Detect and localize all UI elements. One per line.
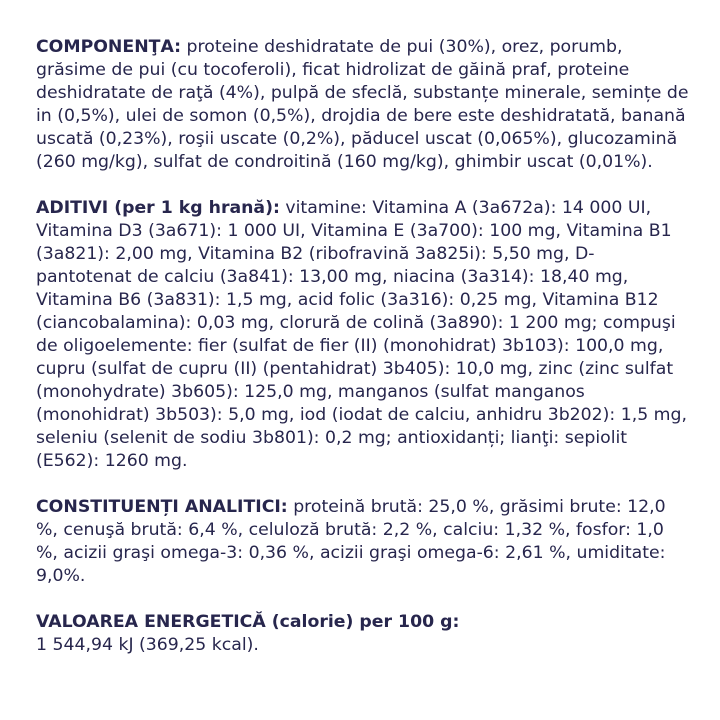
additives-heading: ADITIVI (per 1 kg hrană):	[36, 198, 280, 218]
energy-value-text: 1 544,94 kJ (369,25 kcal).	[36, 635, 259, 655]
analytic-constituents-text: proteină brută: 25,0 %, grăsimi brute: 12,0 %, cenuşă brută: 6,4 %, celuloză brută: 2,2 %, calciu: 1,32 %, fosfor: 1,0 %, acizii graşi omega-3: 0,36 %, acizii graşi omega-6: 2,61 %, umiditate: 9,0%.	[36, 497, 666, 586]
energy-value-section	[36, 611, 690, 657]
additives-text: vitamine: Vitamina A (3a672a): 14 000 UI, Vitamina D3 (3a671): 1 000 UI, Vitamina E (3a700): 100 mg, Vitamina B1 (3a821): 2,00 mg, Vitamina B2 (ribofravină 3a825i): 5,50 mg, D-pantotenat de calciu (3a841): 13,00 mg, niacina (3a314): 18,40 mg, Vitamina B6 (3a831): 1,5 mg, acid folic (3a316): 0,25 mg, Vitamina B12 (ciancobalamina): 0,03 mg, clorură de colină (3a890): 1 200 mg; compuşi de oligoelemente: fier (sulfat de fier (II) (monohidrat) 3b103): 100,0 mg, cupru (sulfat de cupru (II) (pentahidrat) 3b405): 10,0 mg, zinc (zinc sulfat (monohydrate) 3b605): 125,0 mg, manganos (sulfat manganos (monohidrat) 3b503): 5,0 mg, iod (iodat de calciu, anhidru 3b202): 1,5 mg, seleniu (selenit de sodiu 3b801): 0,2 mg; antioxidanți; lianţi: sepiolit (E562): 1260 mg.	[36, 198, 687, 471]
analytic-constituents-section	[36, 496, 690, 588]
composition-heading: COMPONENŢA:	[36, 37, 182, 57]
energy-value-heading: VALOAREA ENERGETICĂ (calorie) per 100 g:	[36, 612, 460, 632]
composition-text: proteine deshidratate de pui (30%), orez, porumb, grăsime de pui (cu tocoferoli), ficat hidrolizat de găină praf, proteine deshidratate de raţă (4%), pulpă de sfeclă, substanțe minerale, semințe de in (0,5%), ulei de somon (0,5%), drojdia de bere este deshidratată, banană uscată (0,23%), roşii uscate (0,2%), păducel uscat (0,065%), glucozamină (260 mg/kg), sulfat de condroitină (160 mg/kg), ghimbir uscat (0,01%).	[36, 37, 689, 172]
additives-section	[36, 197, 690, 473]
analytic-constituents-heading: CONSTITUENȚI ANALITICI:	[36, 497, 288, 517]
composition-section	[36, 36, 690, 174]
